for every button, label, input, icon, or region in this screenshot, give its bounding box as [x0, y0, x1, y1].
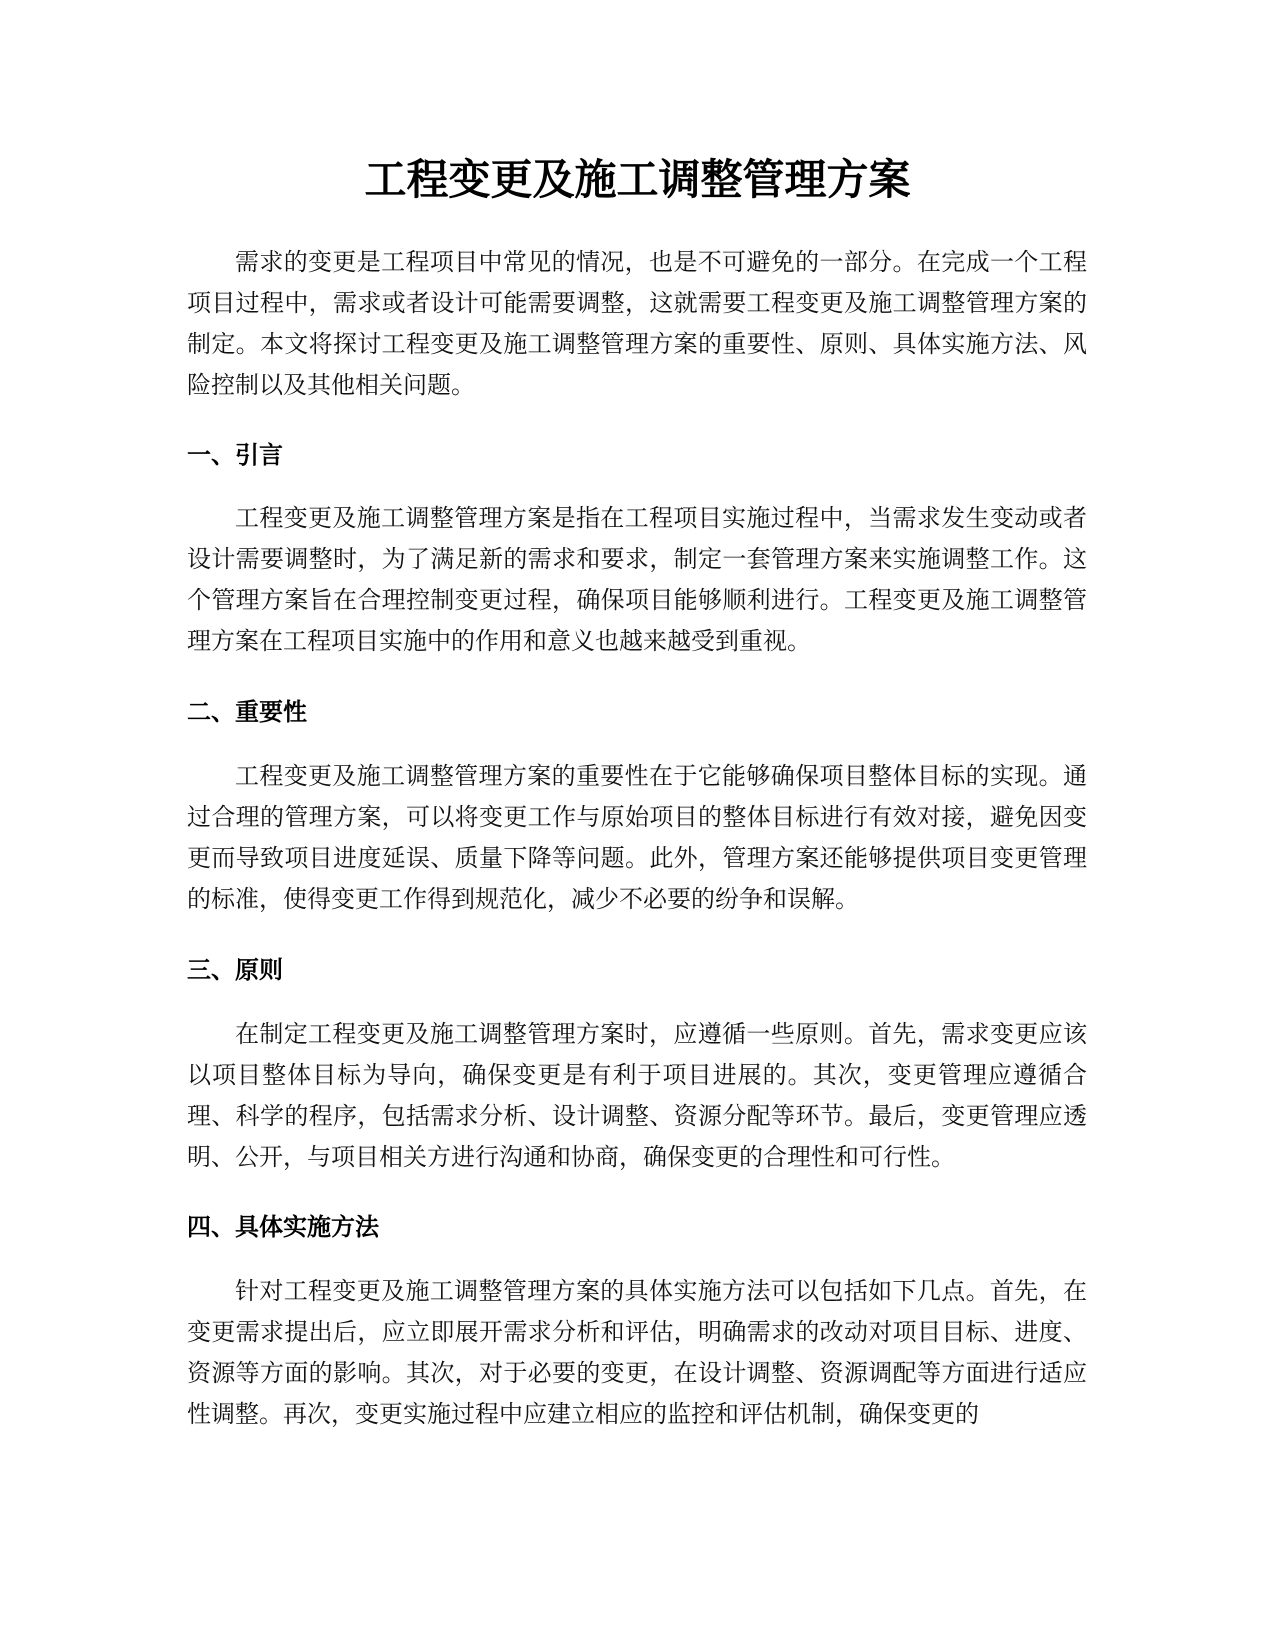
- section-body-importance: 工程变更及施工调整管理方案的重要性在于它能够确保项目整体目标的实现。通过合理的管理方案，可以将变更工作与原始项目的整体目标进行有效对接，避免因变更而导致项目进度延误、质量下降等问题。此外，管理方案还能够提供项目变更管理的标准，使得变更工作得到规范化，减少不必要的纷争和误解。: [187, 762, 1087, 913]
- document-title: 工程变更及施工调整管理方案: [364, 155, 911, 204]
- section-body-implementation: 针对工程变更及施工调整管理方案的具体实施方法可以包括如下几点。首先，在变更需求提出后，应立即展开需求分析和评估，明确需求的改动对项目目标、进度、资源等方面的影响。其次，对于必要的变更，在设计调整、资源调配等方面进行适应性调整。再次，变更实施过程中应建立相应的监控和评估机制，确保变更的: [187, 1277, 1087, 1428]
- intro-paragraph: 需求的变更是工程项目中常见的情况，也是不可避免的一部分。在完成一个工程项目过程中，需求或者设计可能需要调整，这就需要工程变更及施工调整管理方案的制定。本文将探讨工程变更及施工调整管理方案的重要性、原则、具体实施方法、风险控制以及其他相关问题。: [187, 248, 1087, 399]
- section-heading-principles: 三、原则: [187, 956, 283, 984]
- section-body-principles: 在制定工程变更及施工调整管理方案时，应遵循一些原则。首先，需求变更应该以项目整体目标为导向，确保变更是有利于项目进展的。其次，变更管理应遵循合理、科学的程序，包括需求分析、设计调整、资源分配等环节。最后，变更管理应透明、公开，与项目相关方进行沟通和协商，确保变更的合理性和可行性。: [187, 1020, 1087, 1171]
- section-heading-introduction: 一、引言: [187, 441, 283, 469]
- section-heading-implementation: 四、具体实施方法: [187, 1213, 379, 1241]
- section-body-introduction: 工程变更及施工调整管理方案是指在工程项目实施过程中，当需求发生变动或者设计需要调整时，为了满足新的需求和要求，制定一套管理方案来实施调整工作。这个管理方案旨在合理控制变更过程，确保项目能够顺利进行。工程变更及施工调整管理方案在工程项目实施中的作用和意义也越来越受到重视。: [187, 504, 1087, 655]
- section-heading-importance: 二、重要性: [187, 698, 307, 726]
